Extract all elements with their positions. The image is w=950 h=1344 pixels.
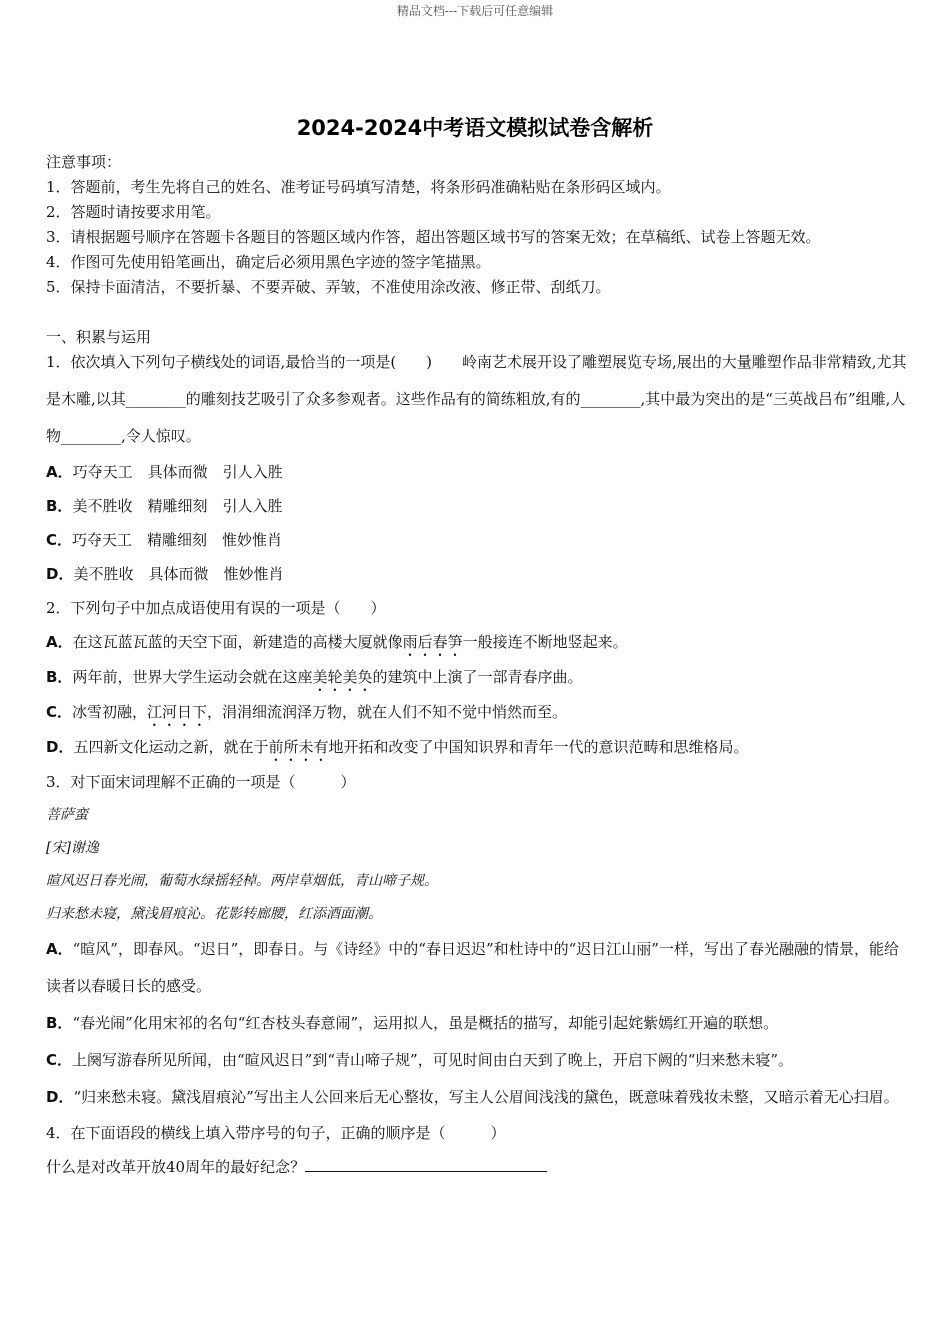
option-text: 巧夺天工 具体而微 引人入胜 xyxy=(72,463,283,481)
dotted-idiom: 江河日下 xyxy=(147,703,208,721)
notice-item-4: 4．作图可先使用铅笔画出，确定后必须用黑色字迹的签字笔描黑。 xyxy=(46,253,491,271)
option-label: D． xyxy=(46,565,74,583)
question-1-option-b[interactable] xyxy=(46,489,908,523)
answer-blank[interactable] xyxy=(305,1157,547,1172)
question-1-option-d[interactable] xyxy=(46,557,908,591)
option-text-pre: 在这瓦蓝瓦蓝的天空下面，新建造的高楼大厦就像 xyxy=(72,633,403,651)
question-1-option-a[interactable] xyxy=(46,455,908,489)
option-text-post: ，涓涓细流润泽万物，就在人们不知不觉中悄然而至。 xyxy=(207,703,568,721)
option-label: A． xyxy=(46,633,73,651)
option-label: A． xyxy=(46,940,73,958)
question-4-text: 什么是对改革开放40周年的最好纪念？ xyxy=(46,1158,306,1176)
notice-item-3: 3．请根据题号顺序在答题卡各题目的答题区域内作答，超出答题区域书写的答案无效；在草稿纸、试卷上答题无效。 xyxy=(46,228,821,246)
dotted-idiom: 美轮美奂 xyxy=(312,668,373,686)
option-text: “暄风”，即春风。“迟日”，即春日。与《诗经》中的“春日迟迟”和杜诗中的“迟日江山丽”一样，写出了春光融融的情景，能给读者以春暖日长的感受。 xyxy=(46,940,899,995)
section-heading: 一、积累与运用 xyxy=(46,328,152,346)
option-text: 美不胜收 具体而微 惟妙惟肖 xyxy=(73,565,284,583)
option-text-post: 地开拓和改变了中国知识界和青年一代的意识范畴和思维格局。 xyxy=(328,738,749,756)
option-label: B． xyxy=(46,497,73,515)
question-3-stem: 3．对下面宋词理解不正确的一项是（ ） xyxy=(46,773,356,791)
option-text-pre: 冰雪初融， xyxy=(72,703,148,721)
question-3-option-a[interactable] xyxy=(46,931,908,1005)
dotted-idiom: 雨后春笋 xyxy=(402,633,463,651)
notice-item-1: 1．答题前，考生先将自己的姓名、准考证号码填写清楚，将条形码准确粘贴在条形码区域内。 xyxy=(46,178,671,196)
notice-item-5: 5．保持卡面清洁，不要折暴、不要弄破、弄皱，不准使用涂改液、修正带、刮纸刀。 xyxy=(46,278,611,296)
dotted-idiom: 前所未有 xyxy=(268,738,329,756)
notice-heading: 注意事项： xyxy=(46,153,122,171)
option-text-post: 一般接连不断地竖起来。 xyxy=(462,633,628,651)
option-label: D． xyxy=(46,738,74,756)
poem-title: 菩萨蛮 xyxy=(46,807,88,823)
option-label: D． xyxy=(46,1088,74,1106)
notice-item-2: 2．答题时请按要求用笔。 xyxy=(46,203,221,221)
poem-line-1: 暄风迟日春光闹，葡萄水绿摇轻棹。两岸草烟低，青山啼子规。 xyxy=(46,873,438,889)
option-label: B． xyxy=(46,1014,73,1032)
question-2 xyxy=(46,591,908,765)
question-2-option-d[interactable] xyxy=(46,730,908,765)
header-note: 精品文档---下载后可任意编辑 xyxy=(396,4,554,18)
option-label: B． xyxy=(46,668,73,686)
option-text: 上阕写游春所见所闻，由“暄风迟日”到“青山啼子规”，可见时间由白天到了晚上，开启下阙的“归来愁未寝”。 xyxy=(72,1051,794,1069)
question-4-stem: 4．在下面语段的横线上填入带序号的句子，正确的顺序是（ ） xyxy=(46,1124,506,1142)
poem-line-2: 归来愁未寝，黛浅眉痕沁。花影转廊腰，红添酒面潮。 xyxy=(46,906,382,922)
question-2-option-a[interactable] xyxy=(46,625,908,660)
option-text: “归来愁未寝。黛浅眉痕沁”写出主人公回来后无心整妆，写主人公眉间浅浅的黛色，既意味着残妆未整，又暗示着无心扫眉。 xyxy=(73,1088,899,1106)
question-4-text-line xyxy=(46,1150,908,1184)
question-1-option-c[interactable] xyxy=(46,523,908,557)
question-3 xyxy=(46,765,908,1116)
question-3-option-b[interactable] xyxy=(46,1005,908,1042)
option-text: “春光闹”化用宋祁的名句“红杏枝头春意闹”，运用拟人，虽是概括的描写，却能引起姹紫嫣红开遍的联想。 xyxy=(72,1014,779,1032)
question-2-option-b[interactable] xyxy=(46,660,908,695)
option-label: C． xyxy=(46,531,73,549)
notice-section xyxy=(46,150,908,300)
question-3-option-c[interactable] xyxy=(46,1042,908,1079)
question-3-option-d[interactable] xyxy=(46,1079,908,1116)
option-label: C． xyxy=(46,703,73,721)
option-label: A． xyxy=(46,463,73,481)
spacer xyxy=(46,300,908,325)
option-text-pre: 两年前，世界大学生运动会就在这座 xyxy=(72,668,313,686)
document-body xyxy=(46,150,908,1184)
option-label: C． xyxy=(46,1051,73,1069)
poem-author: [宋]谢逸 xyxy=(46,840,99,856)
option-text-pre: 五四新文化运动之新，就在于 xyxy=(73,738,269,756)
question-1-stem: 1．依次填入下列句子横线处的词语,最恰当的一项是( ) 岭南艺术展开设了雕塑展览专场,展出的大量雕塑作品非常精致,尤其是木雕,以其________的雕刻技艺吸引了众多参观者。这些作品有的简练粗放,有的________,其中最为突出的是“三英战吕布”组雕,人物________,令人惊叹。 xyxy=(46,353,907,445)
page-title: 2024-2024中考语文模拟试卷含解析 xyxy=(296,116,654,140)
question-4 xyxy=(46,1116,908,1184)
question-2-option-c[interactable] xyxy=(46,695,908,730)
question-1 xyxy=(46,344,908,591)
option-text: 美不胜收 精雕细刻 引人入胜 xyxy=(72,497,283,515)
option-text-post: 的建筑中上演了一部青春序曲。 xyxy=(372,668,583,686)
option-text: 巧夺天工 精雕细刻 惟妙惟肖 xyxy=(72,531,283,549)
question-2-stem: 2．下列句子中加点成语使用有误的一项是（ ） xyxy=(46,599,386,617)
